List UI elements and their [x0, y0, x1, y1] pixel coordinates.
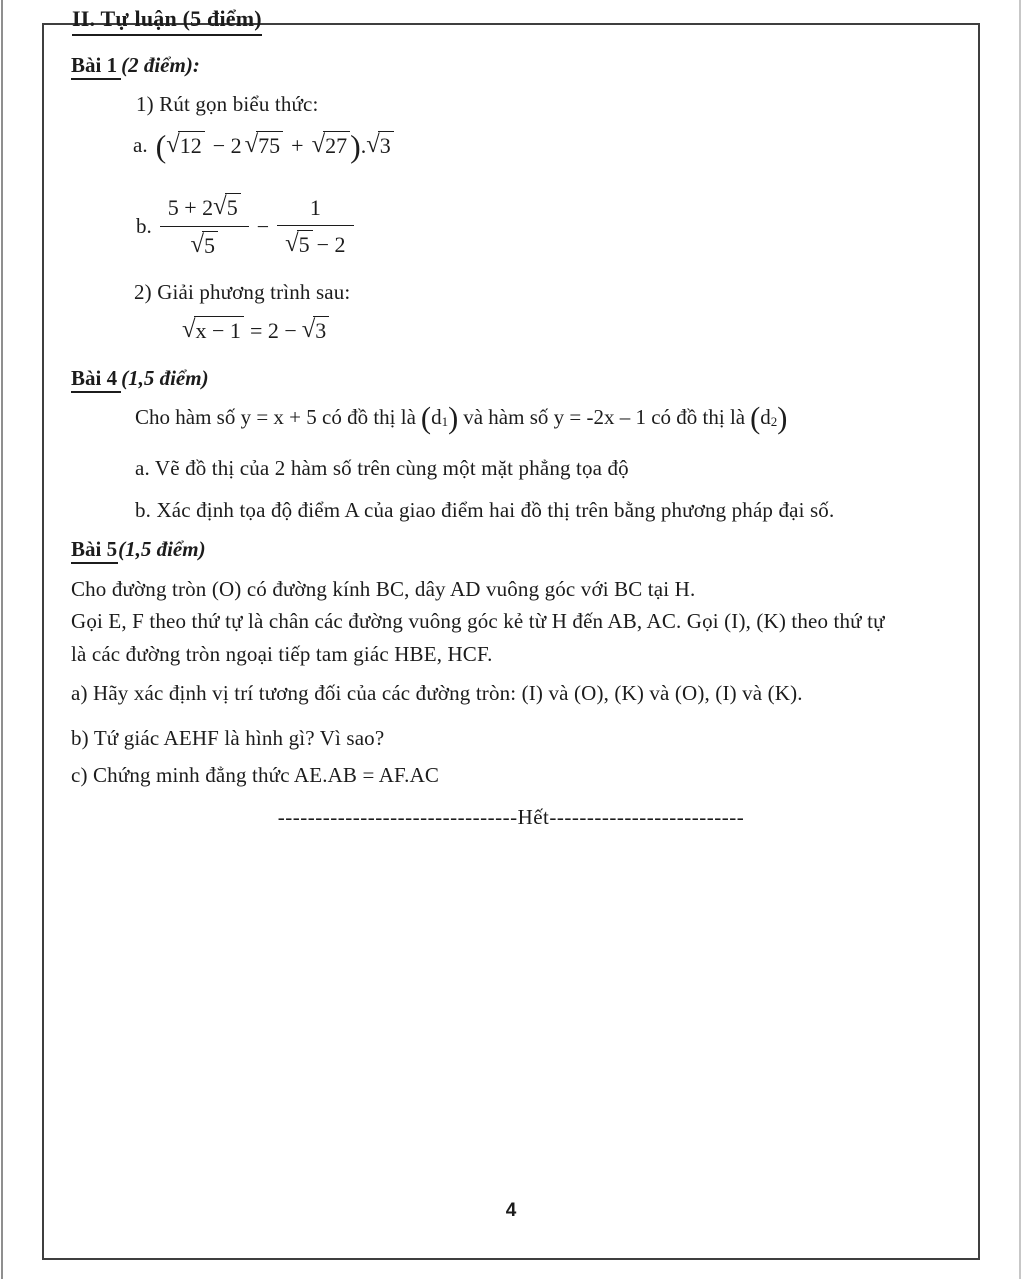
expression-b [136, 193, 354, 260]
bai1-heading [71, 53, 200, 78]
scan-left-edge [1, 0, 3, 1279]
radical-3: √3 [302, 316, 330, 345]
bai5-item-b: b) Tứ giác AEHF là hình gì? Vì sao? [71, 726, 385, 750]
bai1-item2: 2) Giải phương trình sau: [134, 280, 351, 304]
radical-75: √75 [245, 131, 284, 160]
sqrt-sign: √ [301, 316, 316, 344]
sqrt-sign: √ [366, 131, 380, 159]
sqrt-sign: √ [285, 229, 299, 257]
radical-3: √3 [366, 131, 394, 160]
fraction-1 [160, 193, 249, 260]
right-paren: ) [350, 128, 361, 164]
bai4-intro: Cho hàm số y = x + 5 có đồ thị là ( d $_1$ ) và hàm số y = -2x – 1 có đồ thị là ( d $_2$ ) [135, 400, 788, 435]
radical-5: √5 [285, 230, 313, 259]
sqrt-sign: √ [311, 131, 326, 159]
fraction-1-numerator: 5 + 2√5 [160, 193, 249, 227]
fraction-2 [277, 195, 353, 259]
bai5-line3: là các đường tròn ngoại tiếp tam giác HBE, HCF. [71, 642, 493, 666]
end-divider: --------------------------------Hết-------------------------- [277, 805, 745, 829]
radical-27: √27 [312, 131, 351, 160]
operator: + [291, 132, 304, 158]
bai1-title: Bài 1 [71, 53, 121, 80]
bai5-heading [71, 537, 206, 562]
expression-a [133, 130, 394, 162]
right-paren: ) [448, 400, 459, 435]
operator: − [256, 213, 270, 239]
bai4-points: (1,5 điểm) [121, 366, 209, 390]
sqrt-sign: √ [166, 131, 180, 159]
d1: d [431, 404, 442, 429]
operator: − 2 [212, 132, 242, 158]
bai5-item-a: a) Hãy xác định vị trí tương đối của các đường tròn: (I) và (O), (K) và (O), (I) và (K). [71, 681, 803, 705]
section-header: II. Tự luận (5 điểm) [72, 6, 262, 36]
page-number: 4 [505, 1200, 517, 1221]
radical-12: √12 [166, 131, 205, 160]
bai5-item-c: c) Chứng minh đẳng thức AE.AB = AF.AC [71, 763, 440, 787]
sqrt-sign: √ [190, 231, 204, 259]
radical-5: √5 [190, 231, 218, 260]
bai4-item-b: b. Xác định tọa độ điểm A của giao điểm hai đồ thị trên bằng phương pháp đại số. [135, 498, 835, 522]
left-paren: ( [750, 400, 761, 435]
expression-b-label: b. [136, 214, 152, 238]
fraction-2-numerator: 1 [277, 195, 353, 226]
multiply-dot: . [360, 132, 367, 158]
bai4-title: Bài 4 [71, 366, 121, 393]
bai4-item-a: a. Vẽ đồ thị của 2 hàm số trên cùng một mặt phẳng tọa độ [135, 456, 629, 480]
d2: d [760, 404, 771, 429]
fraction-1-denominator [160, 227, 249, 260]
fraction-2-denominator: √5 − 2 [285, 229, 346, 257]
equation-rhs: = 2 − [249, 317, 297, 343]
bai5-line1: Cho đường tròn (O) có đường kính BC, dây AD vuông góc với BC tại H. [71, 577, 696, 601]
radical-5: √5 [213, 193, 241, 222]
expression-a-label: a. [133, 133, 148, 158]
left-paren: ( [155, 128, 167, 164]
bai5-title: Bài 5 [71, 537, 118, 564]
bai5-line2: Gọi E, F theo thứ tự là chân các đường vuông góc kẻ từ H đến AB, AC. Gọi (I), (K) theo thứ tự [71, 609, 885, 633]
bai1-points: (2 điểm): [121, 53, 200, 77]
bai5-points: (1,5 điểm) [118, 537, 206, 561]
sqrt-sign: √ [182, 316, 196, 344]
bai4-heading [71, 366, 209, 391]
sqrt-sign: √ [244, 131, 259, 159]
equation-1 [182, 316, 329, 345]
scan-right-edge [1019, 0, 1021, 1279]
radical-x-minus-1: √x − 1 [182, 316, 244, 345]
sqrt-sign: √ [213, 193, 227, 221]
bai1-item1: 1) Rút gọn biểu thức: [136, 92, 319, 116]
left-paren: ( [420, 400, 432, 435]
right-paren: ) [777, 400, 788, 435]
